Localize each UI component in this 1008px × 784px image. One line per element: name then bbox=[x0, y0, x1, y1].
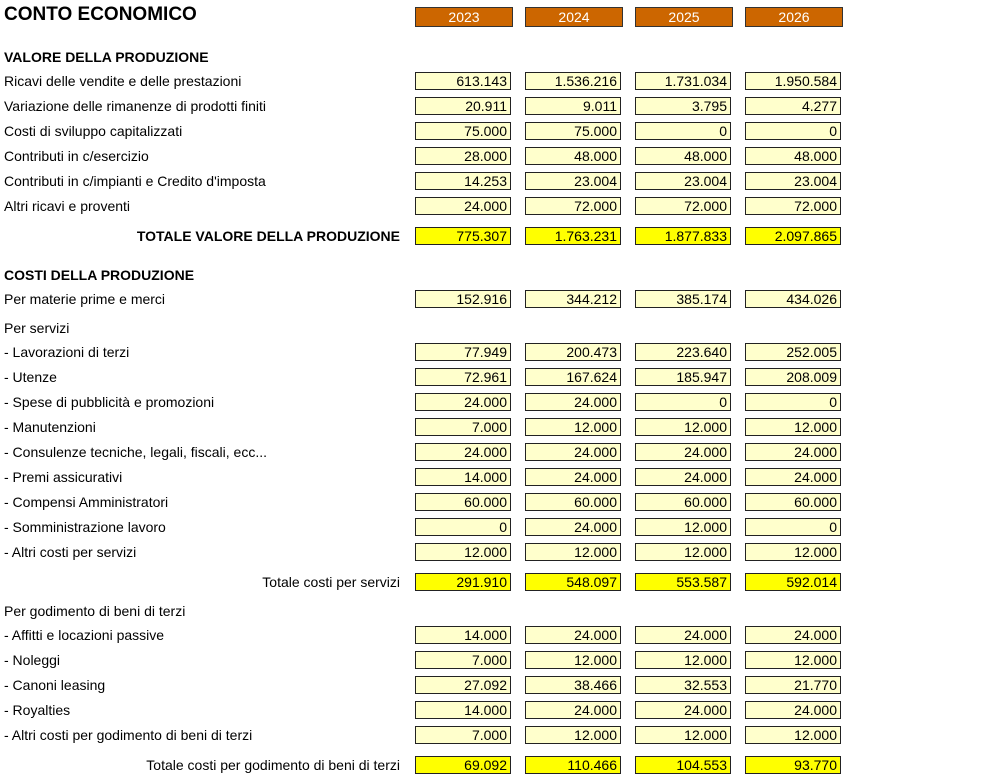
year-header: 2024 bbox=[525, 7, 623, 27]
value-cell[interactable]: 60.000 bbox=[415, 493, 511, 511]
value-cell[interactable]: 12.000 bbox=[745, 418, 841, 436]
value-cell[interactable]: 12.000 bbox=[525, 726, 621, 744]
value-cell[interactable]: 24.000 bbox=[745, 626, 841, 644]
value-cell[interactable]: 23.004 bbox=[525, 172, 621, 190]
value-cell[interactable]: 72.000 bbox=[745, 197, 841, 215]
value-cell[interactable]: 12.000 bbox=[745, 543, 841, 561]
value-cell[interactable]: 24.000 bbox=[415, 443, 511, 461]
value-cell[interactable]: 12.000 bbox=[635, 726, 731, 744]
value-cell[interactable]: 23.004 bbox=[635, 172, 731, 190]
row-label: - Lavorazioni di terzi bbox=[4, 344, 130, 360]
subsection-heading: Per godimento di beni di terzi bbox=[4, 603, 186, 619]
value-cell[interactable]: 24.000 bbox=[635, 626, 731, 644]
value-cell[interactable]: 3.795 bbox=[635, 97, 731, 115]
value-cell[interactable]: 1.536.216 bbox=[525, 72, 621, 90]
value-cell[interactable]: 1.731.034 bbox=[635, 72, 731, 90]
row-label: - Canoni leasing bbox=[4, 677, 106, 693]
value-cell[interactable]: 24.000 bbox=[525, 443, 621, 461]
year-header: 2025 bbox=[635, 7, 733, 27]
subsection-heading: Per servizi bbox=[4, 320, 70, 336]
value-cell[interactable]: 23.004 bbox=[745, 172, 841, 190]
value-cell[interactable]: 1.950.584 bbox=[745, 72, 841, 90]
table-row bbox=[4, 674, 1004, 696]
row-label: - Altri costi per servizi bbox=[4, 544, 137, 560]
total-label: Totale costi per servizi bbox=[262, 574, 400, 590]
table-row bbox=[4, 624, 1004, 646]
value-cell[interactable]: 27.092 bbox=[415, 676, 511, 694]
table-row bbox=[4, 341, 1004, 363]
row-label: - Somministrazione lavoro bbox=[4, 519, 166, 535]
total-label: Totale costi per godimento di beni di terzi bbox=[146, 757, 400, 773]
value-cell[interactable]: 24.000 bbox=[745, 701, 841, 719]
total-cell[interactable]: 104.553 bbox=[635, 756, 731, 774]
row-label: - Consulenze tecniche, legali, fiscali, ecc... bbox=[4, 444, 268, 460]
value-cell[interactable]: 60.000 bbox=[745, 493, 841, 511]
total-label: TOTALE VALORE DELLA PRODUZIONE bbox=[136, 228, 400, 244]
value-cell[interactable]: 12.000 bbox=[635, 418, 731, 436]
value-cell[interactable]: 28.000 bbox=[415, 147, 511, 165]
subsection-heading-row bbox=[4, 317, 1004, 339]
value-cell[interactable]: 24.000 bbox=[525, 393, 621, 411]
section-heading: COSTI DELLA PRODUZIONE bbox=[4, 267, 195, 283]
value-cell[interactable]: 12.000 bbox=[745, 651, 841, 669]
value-cell[interactable]: 24.000 bbox=[745, 468, 841, 486]
value-cell[interactable]: 0 bbox=[745, 122, 841, 140]
value-cell[interactable]: 208.009 bbox=[745, 368, 841, 386]
value-cell[interactable]: 4.277 bbox=[745, 97, 841, 115]
value-cell[interactable]: 60.000 bbox=[525, 493, 621, 511]
value-cell[interactable]: 0 bbox=[635, 393, 731, 411]
total-cell[interactable]: 775.307 bbox=[415, 227, 511, 245]
value-cell[interactable]: 0 bbox=[635, 122, 731, 140]
table-row bbox=[4, 70, 1004, 92]
value-cell[interactable]: 14.000 bbox=[415, 701, 511, 719]
total-row bbox=[4, 754, 1004, 776]
value-cell[interactable]: 0 bbox=[745, 518, 841, 536]
table-row bbox=[4, 491, 1004, 513]
value-cell[interactable]: 12.000 bbox=[635, 543, 731, 561]
row-label: Contributi in c/impianti e Credito d'imposta bbox=[4, 173, 266, 189]
value-cell[interactable]: 185.947 bbox=[635, 368, 731, 386]
value-cell[interactable]: 24.000 bbox=[635, 443, 731, 461]
section-heading-row bbox=[4, 46, 1004, 68]
table-row bbox=[4, 195, 1004, 217]
row-label: Contributi in c/esercizio bbox=[4, 148, 149, 164]
value-cell[interactable]: 14.000 bbox=[415, 468, 511, 486]
row-label: Variazione delle rimanenze di prodotti finiti bbox=[4, 98, 266, 114]
row-label: - Altri costi per godimento di beni di terzi bbox=[4, 727, 253, 743]
value-cell[interactable]: 20.911 bbox=[415, 97, 511, 115]
value-cell[interactable]: 12.000 bbox=[635, 518, 731, 536]
total-cell[interactable]: 553.587 bbox=[635, 573, 731, 591]
value-cell[interactable]: 48.000 bbox=[525, 147, 621, 165]
value-cell[interactable]: 24.000 bbox=[525, 701, 621, 719]
row-label: Costi di sviluppo capitalizzati bbox=[4, 123, 183, 139]
row-label: - Compensi Amministratori bbox=[4, 494, 169, 510]
total-cell[interactable]: 1.877.833 bbox=[635, 227, 731, 245]
value-cell[interactable]: 38.466 bbox=[525, 676, 621, 694]
row-label: Per materie prime e merci bbox=[4, 291, 166, 307]
value-cell[interactable]: 24.000 bbox=[525, 518, 621, 536]
value-cell[interactable]: 12.000 bbox=[525, 418, 621, 436]
value-cell[interactable]: 48.000 bbox=[635, 147, 731, 165]
value-cell[interactable]: 24.000 bbox=[525, 468, 621, 486]
row-label: Altri ricavi e proventi bbox=[4, 198, 131, 214]
row-label: - Premi assicurativi bbox=[4, 469, 123, 485]
value-cell[interactable]: 434.026 bbox=[745, 290, 841, 308]
value-cell[interactable]: 7.000 bbox=[415, 651, 511, 669]
value-cell[interactable]: 72.961 bbox=[415, 368, 511, 386]
value-cell[interactable]: 24.000 bbox=[635, 468, 731, 486]
value-cell[interactable]: 152.916 bbox=[415, 290, 511, 308]
section-heading: VALORE DELLA PRODUZIONE bbox=[4, 49, 209, 65]
total-cell[interactable]: 1.763.231 bbox=[525, 227, 621, 245]
value-cell[interactable]: 167.624 bbox=[525, 368, 621, 386]
year-header: 2026 bbox=[745, 7, 843, 27]
value-cell[interactable]: 24.000 bbox=[635, 701, 731, 719]
value-cell[interactable]: 12.000 bbox=[635, 651, 731, 669]
value-cell[interactable]: 48.000 bbox=[745, 147, 841, 165]
row-label: - Spese di pubblicità e promozioni bbox=[4, 394, 215, 410]
page-title: CONTO ECONOMICO bbox=[4, 4, 197, 25]
table-row bbox=[4, 649, 1004, 671]
total-cell[interactable]: 110.466 bbox=[525, 756, 621, 774]
value-cell[interactable]: 223.640 bbox=[635, 343, 731, 361]
value-cell[interactable]: 24.000 bbox=[525, 626, 621, 644]
table-row bbox=[4, 699, 1004, 721]
value-cell[interactable]: 9.011 bbox=[525, 97, 621, 115]
value-cell[interactable]: 24.000 bbox=[415, 197, 511, 215]
total-cell[interactable]: 69.092 bbox=[415, 756, 511, 774]
row-label: - Royalties bbox=[4, 702, 71, 718]
value-cell[interactable]: 14.000 bbox=[415, 626, 511, 644]
value-cell[interactable]: 0 bbox=[415, 518, 511, 536]
value-cell[interactable]: 72.000 bbox=[525, 197, 621, 215]
value-cell[interactable]: 344.212 bbox=[525, 290, 621, 308]
total-row bbox=[4, 571, 1004, 593]
value-cell[interactable]: 7.000 bbox=[415, 418, 511, 436]
value-cell[interactable]: 385.174 bbox=[635, 290, 731, 308]
total-cell[interactable]: 592.014 bbox=[745, 573, 841, 591]
value-cell[interactable]: 72.000 bbox=[635, 197, 731, 215]
value-cell[interactable]: 24.000 bbox=[415, 393, 511, 411]
year-header: 2023 bbox=[415, 7, 513, 27]
value-cell[interactable]: 200.473 bbox=[525, 343, 621, 361]
value-cell[interactable]: 613.143 bbox=[415, 72, 511, 90]
value-cell[interactable]: 75.000 bbox=[525, 122, 621, 140]
table-row bbox=[4, 441, 1004, 463]
value-cell[interactable]: 77.949 bbox=[415, 343, 511, 361]
value-cell[interactable]: 60.000 bbox=[635, 493, 731, 511]
header-row bbox=[4, 5, 1004, 27]
value-cell[interactable]: 0 bbox=[745, 393, 841, 411]
value-cell[interactable]: 21.770 bbox=[745, 676, 841, 694]
total-cell[interactable]: 93.770 bbox=[745, 756, 841, 774]
total-cell[interactable]: 2.097.865 bbox=[745, 227, 841, 245]
value-cell[interactable]: 14.253 bbox=[415, 172, 511, 190]
section-heading-row bbox=[4, 264, 1004, 286]
row-label: - Manutenzioni bbox=[4, 419, 96, 435]
total-cell[interactable]: 548.097 bbox=[525, 573, 621, 591]
total-row bbox=[4, 225, 1004, 247]
value-cell[interactable]: 252.005 bbox=[745, 343, 841, 361]
value-cell[interactable]: 12.000 bbox=[745, 726, 841, 744]
table-row bbox=[4, 416, 1004, 438]
table-row bbox=[4, 145, 1004, 167]
table-row bbox=[4, 516, 1004, 538]
row-label: - Noleggi bbox=[4, 652, 61, 668]
value-cell[interactable]: 32.553 bbox=[635, 676, 731, 694]
table-row bbox=[4, 541, 1004, 563]
row-label: - Utenze bbox=[4, 369, 57, 385]
value-cell[interactable]: 12.000 bbox=[415, 543, 511, 561]
table-row bbox=[4, 170, 1004, 192]
table-row bbox=[4, 466, 1004, 488]
value-cell[interactable]: 75.000 bbox=[415, 122, 511, 140]
row-label: Ricavi delle vendite e delle prestazioni bbox=[4, 73, 242, 89]
table-row bbox=[4, 95, 1004, 117]
value-cell[interactable]: 12.000 bbox=[525, 651, 621, 669]
table-row bbox=[4, 724, 1004, 746]
table-row bbox=[4, 120, 1004, 142]
value-cell[interactable]: 12.000 bbox=[525, 543, 621, 561]
table-row bbox=[4, 391, 1004, 413]
subsection-heading-row bbox=[4, 600, 1004, 622]
row-label: - Affitti e locazioni passive bbox=[4, 627, 165, 643]
value-cell[interactable]: 7.000 bbox=[415, 726, 511, 744]
total-cell[interactable]: 291.910 bbox=[415, 573, 511, 591]
table-row bbox=[4, 366, 1004, 388]
value-cell[interactable]: 24.000 bbox=[745, 443, 841, 461]
table-row bbox=[4, 288, 1004, 310]
